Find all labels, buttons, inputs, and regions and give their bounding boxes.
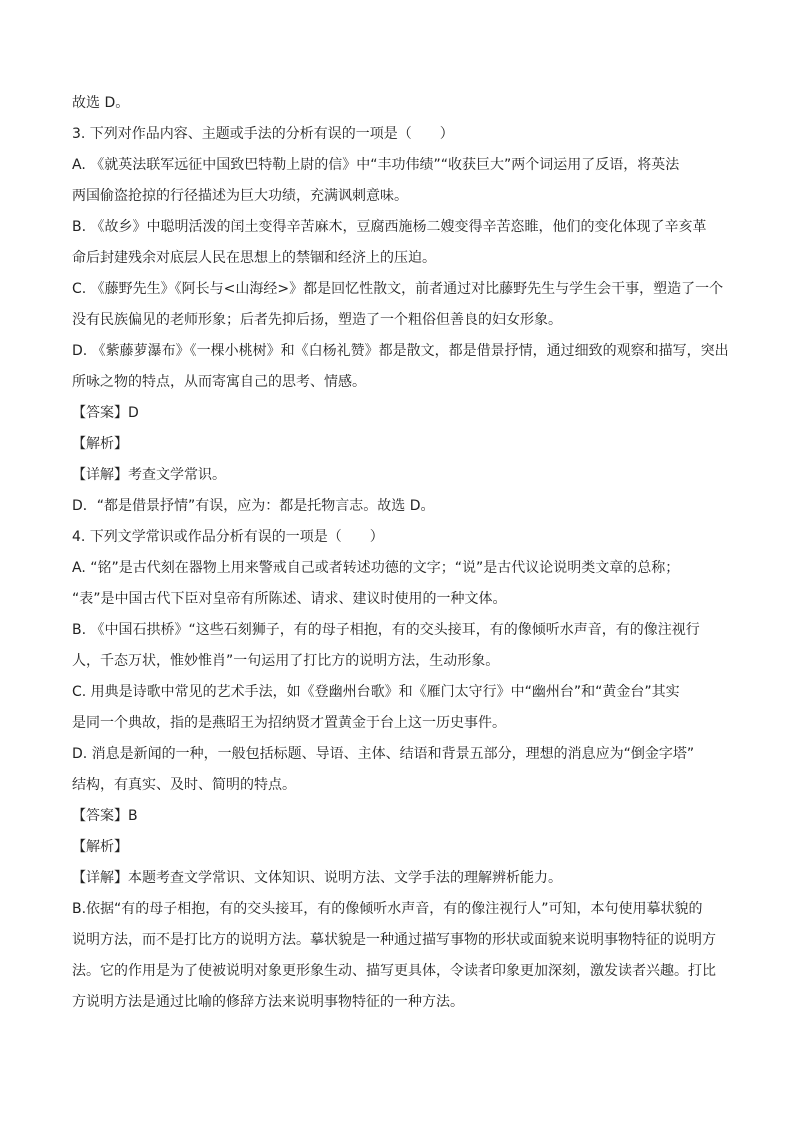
q4-option-a-line-1: A. “铭”是古代刻在器物上用来警戒自己或者转述功德的文字；“说”是古代议论说明类文章的总称；	[72, 560, 680, 576]
option-d-line-2: 所咏之物的特点，从而寄寓自己的思考、情感。	[72, 374, 366, 390]
option-c-line-2: 没有民族偏见的老师形象；后者先抑后扬，塑造了一个粗俗但善良的妇女形象。	[72, 312, 562, 328]
answer-label-q3: 【答案】D	[72, 405, 139, 421]
detail-q3-line-2: D．“都是借景抒情”有误，应为：都是托物言志。故选 D。	[72, 498, 435, 514]
q4-option-d-line-1: D. 消息是新闻的一种，一般包括标题、导语、主体、结语和背景五部分，理想的消息应为“倒金字塔”	[72, 746, 695, 762]
option-d-line-1: D. 《紫藤萝瀑布》《一棵小桃树》和《白杨礼赞》都是散文，都是借景抒情，通过细致的观察和描写，突出	[72, 343, 729, 359]
option-b-line-2: 命后封建残余对底层人民在思想上的禁锢和经济上的压迫。	[72, 250, 436, 266]
detail-q4-line-5: 方说明方法是通过比喻的修辞方法来说明事物特征的一种方法。	[72, 994, 464, 1010]
text-line-1: 故选 D。	[72, 95, 130, 111]
q4-option-b-line-2: 人，千态万状，惟妙惟肖”一句运用了打比方的说明方法，生动形象。	[72, 653, 500, 669]
detail-q4-line-3: 说明方法，而不是打比方的说明方法。摹状貌是一种通过描写事物的形状或面貌来说明事物特征的说明方	[72, 932, 716, 948]
option-b-line-1: B. 《故乡》中聪明活泼的闰土变得辛苦麻木，豆腐西施杨二嫂变得辛苦恣睢，他们的变化体现了辛亥革	[72, 219, 707, 235]
analysis-label-q4: 【解析】	[72, 839, 128, 855]
question-4-stem: 4. 下列文学常识或作品分析有误的一项是（ ）	[72, 529, 384, 545]
detail-q4-line-1: 【详解】本题考查文学常识、文体知识、说明方法、文学手法的理解辨析能力。	[72, 870, 562, 886]
detail-q4-line-2: B.依据“有的母子相抱，有的交头接耳，有的像倾听水声音，有的像注视行人”可知，本句使用摹状貌的	[72, 901, 703, 917]
option-a-line-2: 两国偷盗抢掠的行径描述为巨大功绩，充满讽刺意味。	[72, 188, 408, 204]
option-c-line-1: C. 《藤野先生》《阿长与<山海经>》都是回忆性散文，前者通过对比藤野先生与学生会干事，塑造了一个	[72, 281, 724, 297]
detail-q4-line-4: 法。它的作用是为了使被说明对象更形象生动、描写更具体，令读者印象更加深刻，激发读者兴趣。打比	[72, 963, 716, 979]
q4-option-c-line-2: 是同一个典故，指的是燕昭王为招纳贤才置黄金于台上这一历史事件。	[72, 715, 506, 731]
detail-q3-line-1: 【详解】考查文学常识。	[72, 467, 226, 483]
option-a-line-1: A. 《就英法联军远征中国致巴特勒上尉的信》中“丰功伟绩”“收获巨大”两个词运用了反语，将英法	[72, 157, 680, 173]
question-3-stem: 3. 下列对作品内容、主题或手法的分析有误的一项是（ ）	[72, 126, 454, 142]
q4-option-a-line-2: “表”是中国古代下臣对皇帝有所陈述、请求、建议时使用的一种文体。	[72, 591, 507, 607]
q4-option-b-line-1: B. 《中国石拱桥》“这些石刻狮子，有的母子相抱，有的交头接耳，有的像倾听水声音，有的像注视行	[72, 622, 700, 638]
q4-option-d-line-2: 结构，有真实、及时、简明的特点。	[72, 777, 296, 793]
answer-label-q4: 【答案】B	[72, 808, 138, 824]
analysis-label-q3: 【解析】	[72, 436, 128, 452]
q4-option-c-line-1: C. 用典是诗歌中常见的艺术手法，如《登幽州台歌》和《雁门太守行》中“幽州台”和“黄金台”其实	[72, 684, 680, 700]
